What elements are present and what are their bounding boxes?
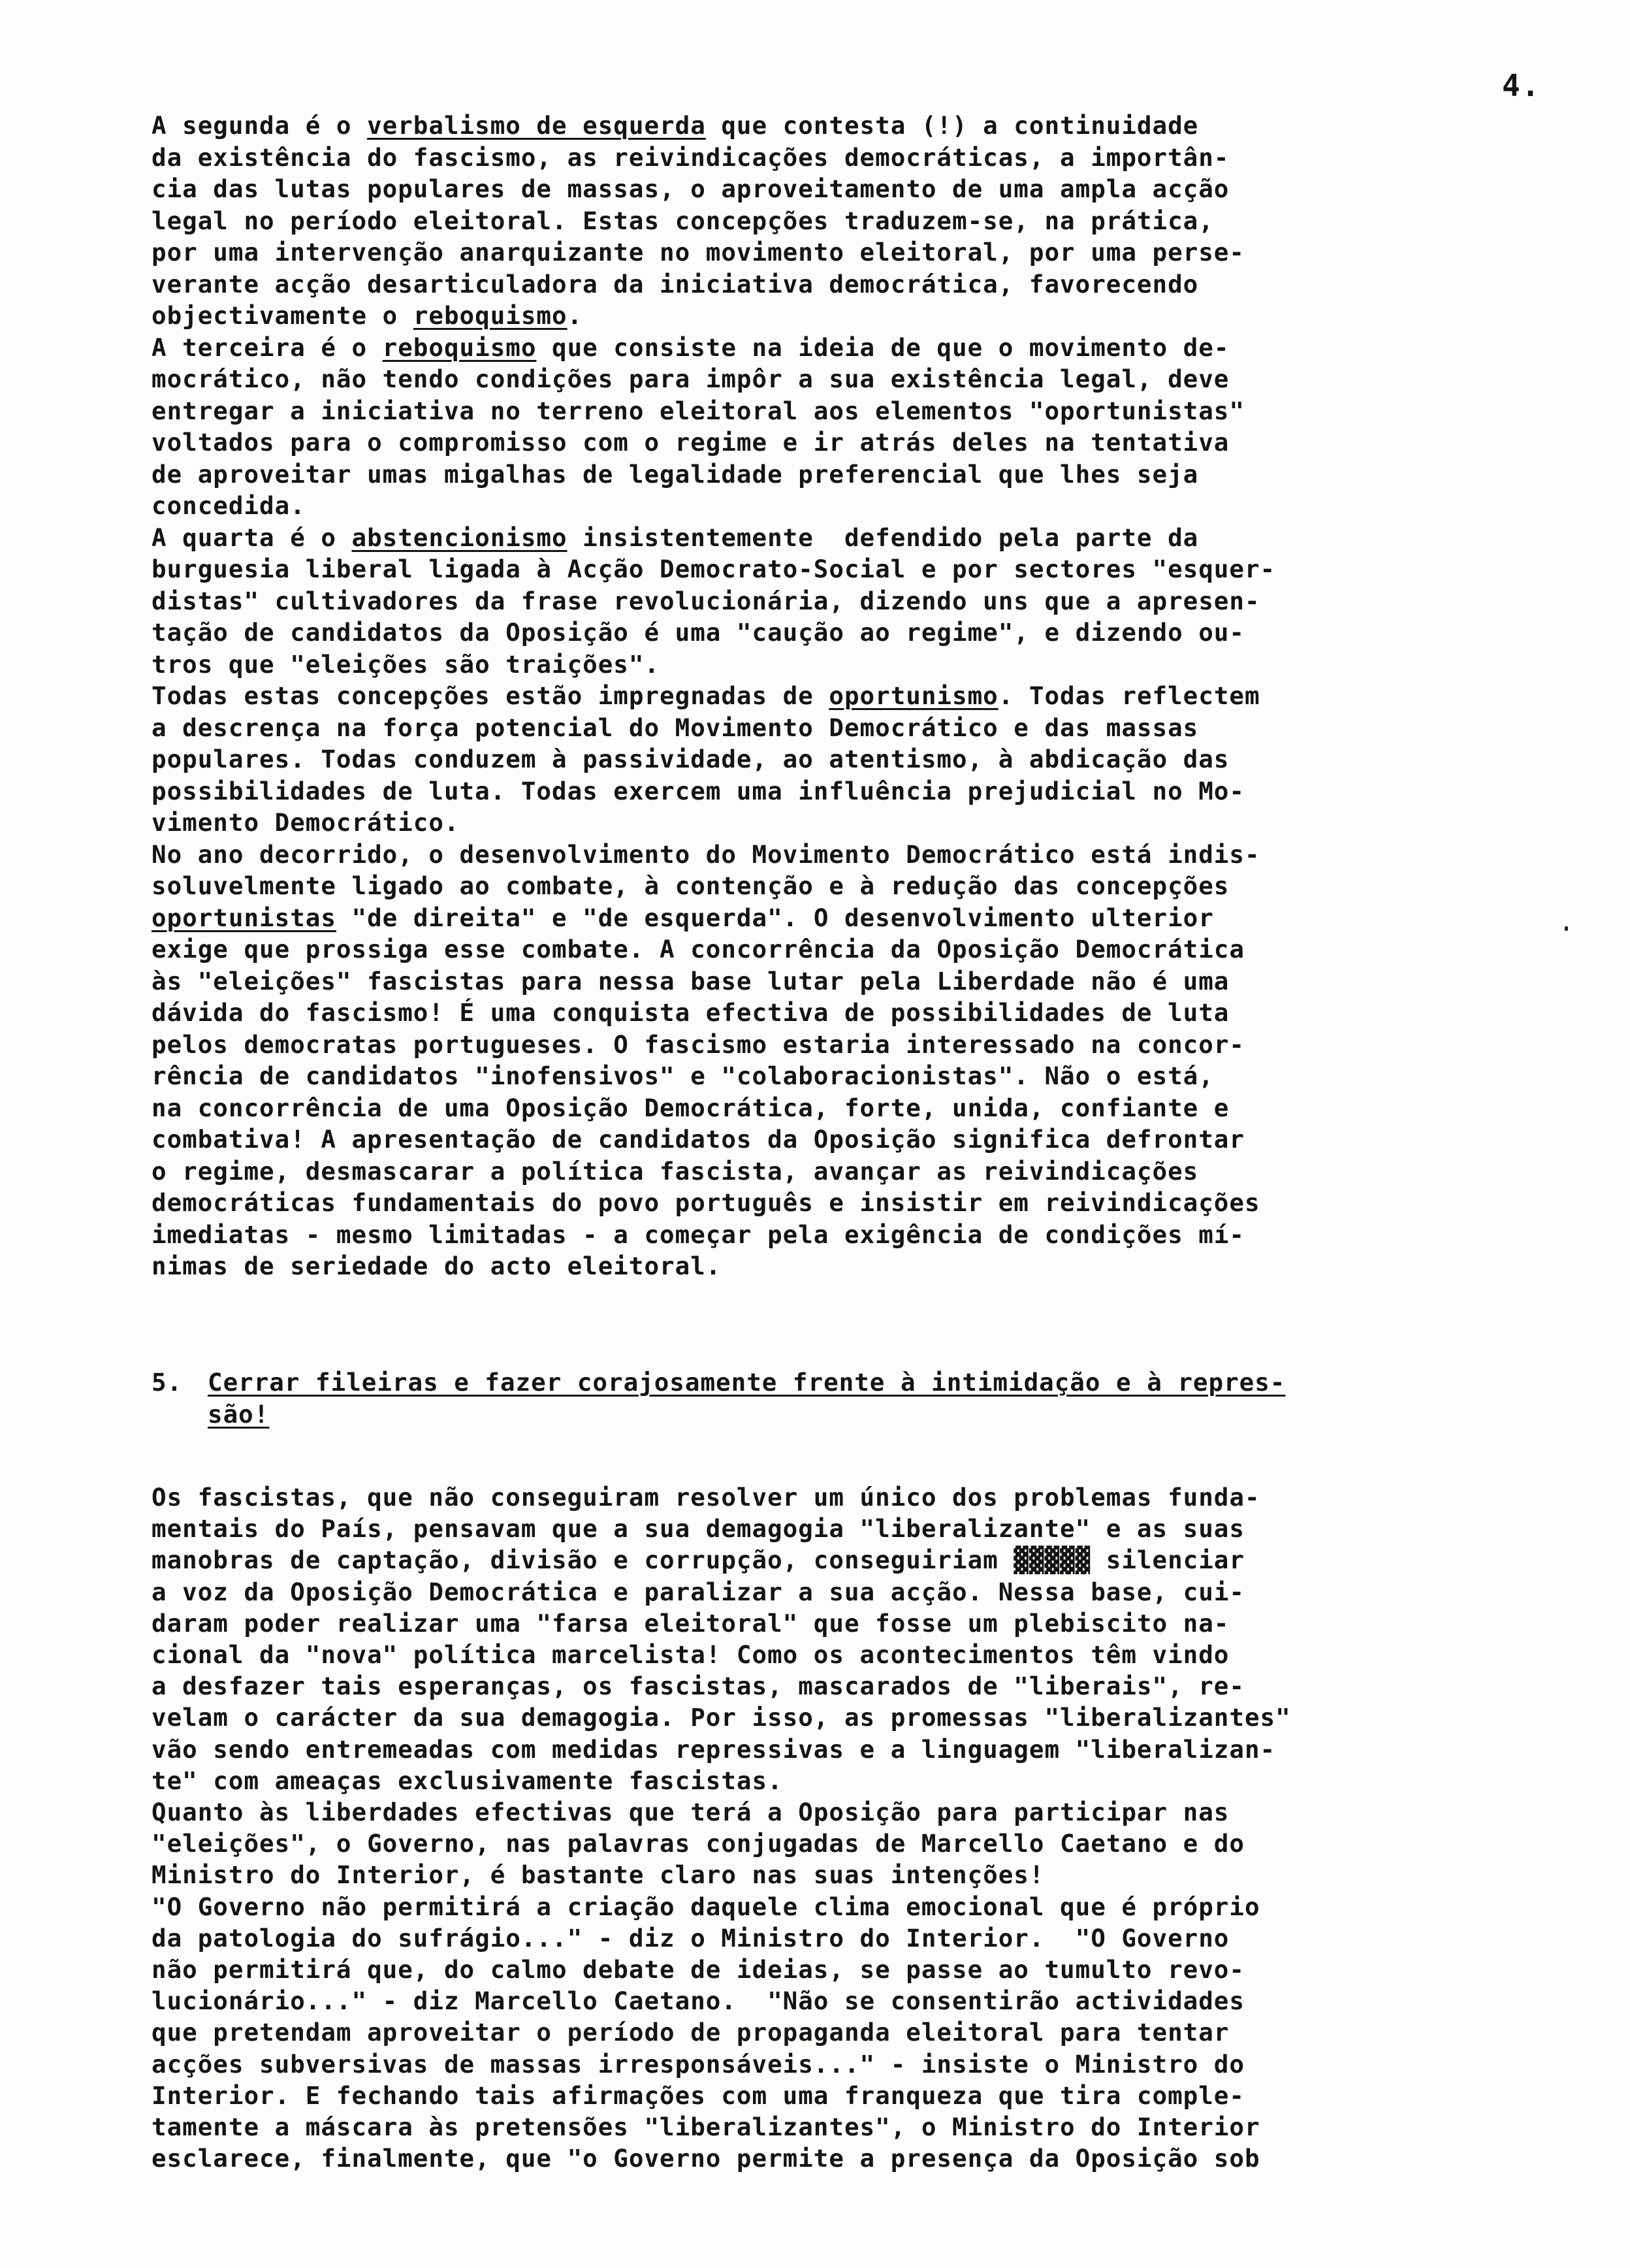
text-run: vimento Democrático. <box>152 808 460 837</box>
text-run: velam o carácter da sua demagogia. Por isso, as promessas "liberalizantes" <box>152 1703 1291 1732</box>
text-line <box>152 680 1575 712</box>
text-run: possibilidades de luta. Todas exercem uma influência prejudicial no Mo- <box>152 776 1245 805</box>
text-line <box>152 807 1575 839</box>
text-line <box>152 1639 1601 1670</box>
paragraph <box>152 332 1575 522</box>
text-line <box>152 2143 1601 2174</box>
text-line <box>152 1670 1601 1702</box>
text-run: te" com ameaças exclusivamente fascistas. <box>152 1766 783 1795</box>
section-title-line-1: Cerrar fileiras e fazer corajosamente frente à intimidação e à repres- <box>208 1368 1286 1397</box>
paragraph <box>152 1891 1601 2175</box>
text-line <box>152 1092 1575 1124</box>
text-run: insistentemente defendido pela parte da <box>567 523 1199 552</box>
text-run: "O Governo não permitirá a criação daquele clima emocional que é próprio <box>152 1892 1260 1921</box>
text-run: . <box>567 301 583 330</box>
text-line <box>152 522 1575 554</box>
text-run: por uma intervenção anarquizante no movimento eleitoral, por uma perse- <box>152 238 1245 267</box>
text-line <box>152 1859 1601 1890</box>
text-line <box>152 205 1575 237</box>
text-line <box>152 459 1575 491</box>
text-run: A quarta é o <box>152 523 352 552</box>
text-run: dávida do fascismo! É uma conquista efectiva de possibilidades de luta <box>152 998 1230 1027</box>
text-run: voltados para o compromisso com o regime e ir atrás deles na tentativa <box>152 428 1230 457</box>
text-run: Ministro do Interior, é bastante claro nas suas intenções! <box>152 1860 1045 1890</box>
text-run: burguesia liberal ligada à Acção Democrato-Social e por sectores "esquer- <box>152 555 1276 583</box>
text-run: tros que "eleições são traições". <box>152 649 660 679</box>
text-line <box>152 1250 1575 1282</box>
text-run: vão sendo entremeadas com medidas repressivas e a linguagem "liberalizan- <box>152 1734 1276 1764</box>
text-run: da existência do fascismo, as reivindicações democráticas, a importân- <box>152 142 1230 172</box>
text-line <box>152 997 1575 1029</box>
text-run: objectivamente o <box>152 301 413 330</box>
text-run: combativa! A apresentação de candidatos da Oposição significa defrontar <box>152 1125 1245 1154</box>
text-line <box>152 1124 1575 1156</box>
text-line <box>152 1608 1601 1639</box>
stray-ink-mark <box>1565 926 1568 931</box>
paragraph <box>152 1796 1601 1891</box>
text-line <box>152 1954 1601 1985</box>
text-line <box>152 2080 1601 2111</box>
text-run: lucionário..." - diz Marcello Caetano. "Não se consentirão actividades <box>152 1986 1245 2016</box>
text-run: verante acção desarticuladora da iniciativa democrática, favorecendo <box>152 269 1199 299</box>
underlined-term: verbalismo de esquerda <box>367 111 706 140</box>
text-line <box>152 1482 1601 1513</box>
body-text <box>152 110 1575 1282</box>
text-line <box>152 1702 1601 1733</box>
text-line <box>152 585 1575 617</box>
text-run: rência de candidatos "inofensivos" e "colaboracionistas". Não o está, <box>152 1061 1214 1090</box>
text-line <box>152 110 1575 142</box>
text-run: Interior. E fechando tais afirmações com uma franqueza que tira comple- <box>152 2081 1245 2110</box>
page-number: 4. <box>1502 68 1541 103</box>
paragraph <box>152 680 1575 839</box>
text-line <box>152 300 1575 332</box>
text-line <box>152 173 1575 205</box>
text-run: imediatas - mesmo limitadas - a começar pela exigência de condições mí- <box>152 1220 1245 1249</box>
underlined-term: reboquismo <box>413 301 567 330</box>
text-run: mentais do País, pensavam que a sua demagogia "liberalizante" e as suas <box>152 1514 1245 1544</box>
text-run: populares. Todas conduzem à passividade, ao atentismo, à abdicação das <box>152 745 1230 773</box>
text-run: acções subversivas de massas irresponsáveis..." - insiste o Ministro do <box>152 2049 1245 2079</box>
text-line <box>152 236 1575 268</box>
underlined-term: oportunismo <box>829 681 999 710</box>
text-run: tação de candidatos da Oposição é uma "caução ao regime", e dizendo ou- <box>152 618 1245 647</box>
text-line <box>152 490 1575 522</box>
text-line <box>152 1576 1601 1608</box>
text-run: manobras de captação, divisão e corrupção, conseguiriam ▓▓▓▓▓ silenciar <box>152 1546 1245 1575</box>
text-run: na concorrência de uma Oposição Democrática, forte, unida, confiante e <box>152 1093 1230 1122</box>
paragraph <box>152 839 1575 1282</box>
text-run: o regime, desmascarar a política fascista, avançar as reivindicações <box>152 1156 1199 1186</box>
text-run: de aproveitar umas migalhas de legalidade preferencial que lhes seja <box>152 459 1199 489</box>
text-run: . Todas reflectem <box>998 681 1260 710</box>
text-run: não permitirá que, do calmo debate de ideias, se passe ao tumulto revo- <box>152 1955 1245 1984</box>
text-line <box>152 2049 1601 2080</box>
text-line <box>152 363 1575 395</box>
text-run: No ano decorrido, o desenvolvimento do Movimento Democrático está indis- <box>152 839 1260 869</box>
text-line <box>152 268 1575 300</box>
text-run: legal no período eleitoral. Estas concepções traduzem-se, na prática, <box>152 206 1214 235</box>
text-run: A terceira é o <box>152 332 383 362</box>
text-run: A segunda é o <box>152 111 368 140</box>
text-run: pelos democratas portugueses. O fascismo estaria interessado na concor- <box>152 1029 1245 1059</box>
text-line <box>152 1060 1575 1092</box>
paragraph <box>152 522 1575 681</box>
text-line <box>152 1796 1601 1828</box>
text-run: "de direita" e "de esquerda". O desenvolvimento ulterior <box>336 903 1214 932</box>
underlined-term: oportunistas <box>152 903 336 932</box>
text-line <box>152 1219 1575 1251</box>
paragraph <box>152 110 1575 332</box>
text-run: entregar a iniciativa no terreno eleitoral aos elementos "oportunistas" <box>152 396 1245 425</box>
text-run: que pretendam aproveitar o período de propaganda eleitoral para tentar <box>152 2018 1230 2047</box>
text-run: democráticas fundamentais do povo português e insistir em reivindicações <box>152 1188 1260 1217</box>
text-run: Todas estas concepções estão impregnadas de <box>152 681 829 710</box>
text-run: tamente a máscara às pretensões "liberalizantes", o Ministro do Interior <box>152 2113 1260 2142</box>
text-line <box>152 1985 1601 2017</box>
text-run: distas" cultivadores da frase revolucionária, dizendo uns que a apresen- <box>152 586 1260 615</box>
text-line <box>152 839 1575 871</box>
text-line <box>152 1734 1601 1765</box>
section-body-text <box>152 1482 1601 2174</box>
text-run: daram poder realizar uma "farsa eleitoral" que fosse um plebiscito na- <box>152 1608 1230 1638</box>
text-line <box>152 743 1575 775</box>
text-run: Os fascistas, que não conseguiram resolver um único dos problemas funda- <box>152 1483 1260 1512</box>
text-run: cia das lutas populares de massas, o aproveitamento de uma ampla acção <box>152 174 1230 203</box>
text-line <box>152 1156 1575 1188</box>
text-line <box>152 933 1575 965</box>
text-run: a voz da Oposição Democrática e paralizar a sua acção. Nessa base, cui- <box>152 1577 1245 1606</box>
text-line <box>152 1765 1601 1796</box>
text-run: da patologia do sufrágio..." - diz o Ministro do Interior. "O Governo <box>152 1923 1230 1952</box>
text-run: a descrença na força potencial do Movimento Democrático e das massas <box>152 713 1199 742</box>
text-line <box>152 775 1575 807</box>
text-line <box>152 1513 1601 1544</box>
text-line <box>152 2111 1601 2143</box>
text-run: soluvelmente ligado ao combate, à contenção e à redução das concepções <box>152 871 1230 900</box>
text-line <box>152 332 1575 364</box>
section-number: 5. <box>152 1368 183 1397</box>
section-title-line-2: são! <box>208 1399 270 1429</box>
text-run: que contesta (!) a continuidade <box>705 111 1199 140</box>
section-heading <box>152 1367 1588 1430</box>
text-run: concedida. <box>152 491 306 520</box>
text-line <box>152 553 1575 585</box>
text-line <box>152 712 1575 744</box>
text-line <box>152 870 1575 902</box>
paragraph <box>152 1482 1601 1796</box>
text-run: cional da "nova" política marcelista! Como os acontecimentos têm vindo <box>152 1640 1230 1670</box>
underlined-term: reboquismo <box>382 332 537 362</box>
text-line <box>152 965 1575 997</box>
text-line <box>152 1828 1601 1859</box>
text-run: nimas de seriedade do acto eleitoral. <box>152 1252 722 1280</box>
text-run: exige que prossiga esse combate. A concorrência da Oposição Democrática <box>152 935 1245 964</box>
text-line <box>152 649 1575 681</box>
text-line <box>152 427 1575 459</box>
text-run: a desfazer tais esperanças, os fascistas, mascarados de "liberais", re- <box>152 1672 1245 1701</box>
text-run: mocrático, não tendo condições para impôr a sua existência legal, deve <box>152 364 1230 393</box>
text-line <box>152 395 1575 427</box>
text-line <box>152 1922 1601 1954</box>
text-line <box>152 1029 1575 1061</box>
text-run: esclarece, finalmente, que "o Governo permite a presença da Oposição sob <box>152 2144 1260 2173</box>
text-line <box>152 1544 1601 1576</box>
underlined-term: abstencionismo <box>351 523 567 552</box>
text-run: "eleições", o Governo, nas palavras conjugadas de Marcello Caetano e do <box>152 1829 1245 1858</box>
text-line <box>152 2017 1601 2048</box>
text-run: às "eleições" fascistas para nessa base lutar pela Liberdade não é uma <box>152 966 1230 996</box>
text-line <box>152 1891 1601 1922</box>
text-run: que consiste na ideia de que o movimento de- <box>536 332 1230 362</box>
text-line <box>152 142 1575 174</box>
text-line <box>152 902 1575 934</box>
text-line <box>152 617 1575 649</box>
text-run: Quanto às liberdades efectivas que terá a Oposição para participar nas <box>152 1798 1230 1827</box>
text-line <box>152 1187 1575 1219</box>
